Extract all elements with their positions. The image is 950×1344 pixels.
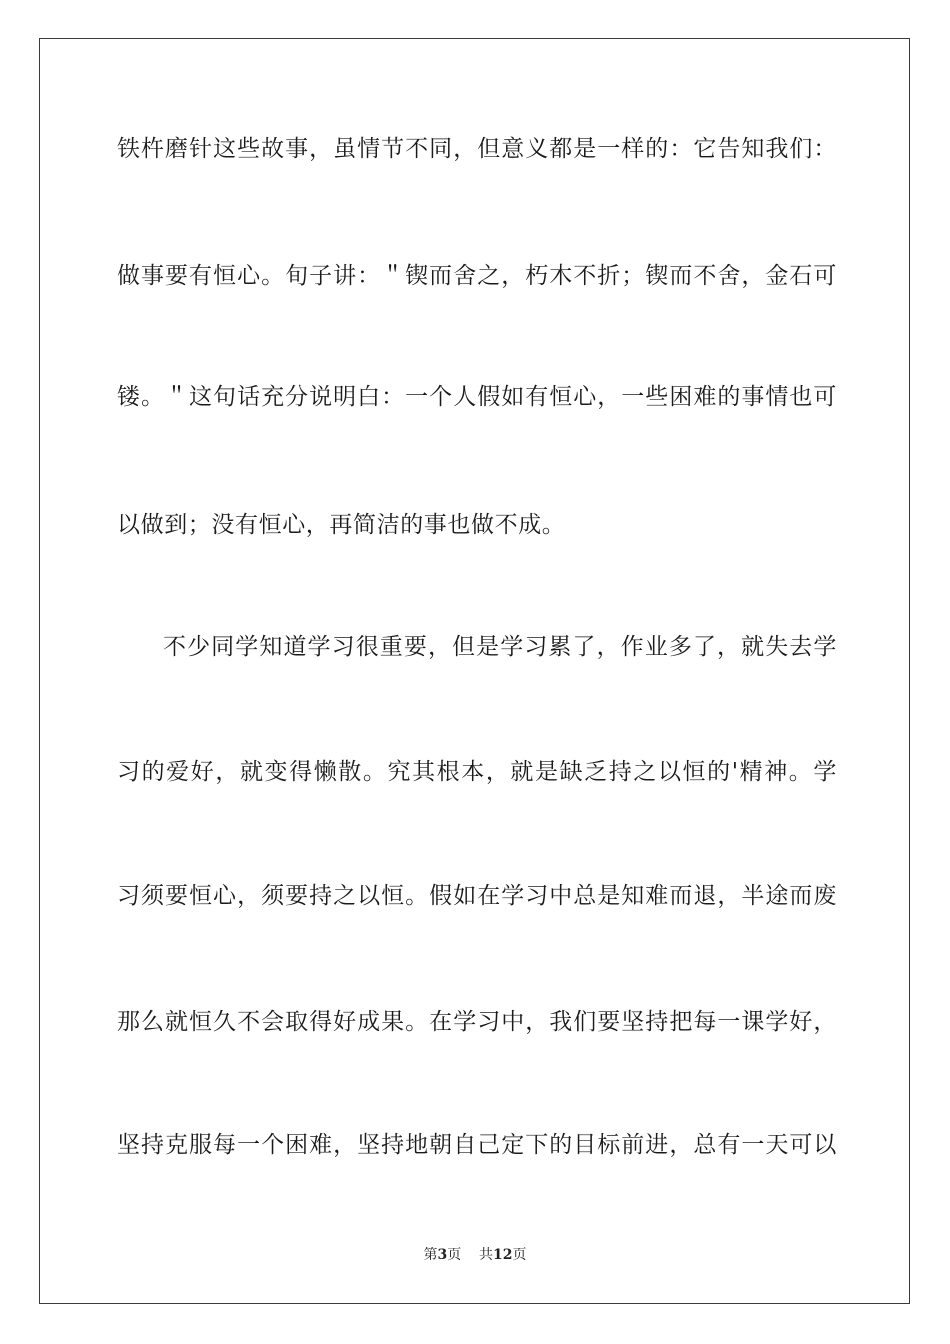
- text-line-4: 以做到；没有恒心，再简洁的事也做不成。: [117, 512, 566, 538]
- total-suffix: 页: [512, 1247, 527, 1263]
- text-line-3: 镂。＂这句话充分说明白：一个人假如有恒心，一些困难的事情也可: [117, 384, 837, 410]
- text-line-2: 做事要有恒心。旬子讲：＂锲而舍之，朽木不折；锲而不舍，金石可: [117, 263, 837, 289]
- page-prefix: 第: [423, 1247, 438, 1263]
- page-current: 3: [437, 1247, 448, 1263]
- total-prefix: 共: [479, 1247, 494, 1263]
- page-border: [39, 38, 910, 1304]
- page-suffix: 页: [447, 1247, 462, 1263]
- text-line-5: 不少同学知道学习很重要，但是学习累了，作业多了，就失去学: [163, 634, 837, 660]
- text-line-9: 坚持克服每一个困难，坚持地朝自己定下的目标前进，总有一天可以: [117, 1132, 837, 1158]
- text-line-8: 那么就恒久不会取得好成果。在学习中，我们要坚持把每一课学好，: [117, 1009, 837, 1035]
- text-line-6: 习的爱好，就变得懒散。究其根本，就是缺乏持之以恒的'精神。学: [117, 759, 837, 785]
- page-footer: [0, 1245, 950, 1265]
- text-line-1: 铁杵磨针这些故事，虽情节不同，但意义都是一样的：它告知我们：: [117, 136, 837, 162]
- page-total: 12: [493, 1247, 513, 1263]
- text-line-7: 习须要恒心，须要持之以恒。假如在学习中总是知难而退，半途而废: [117, 883, 837, 909]
